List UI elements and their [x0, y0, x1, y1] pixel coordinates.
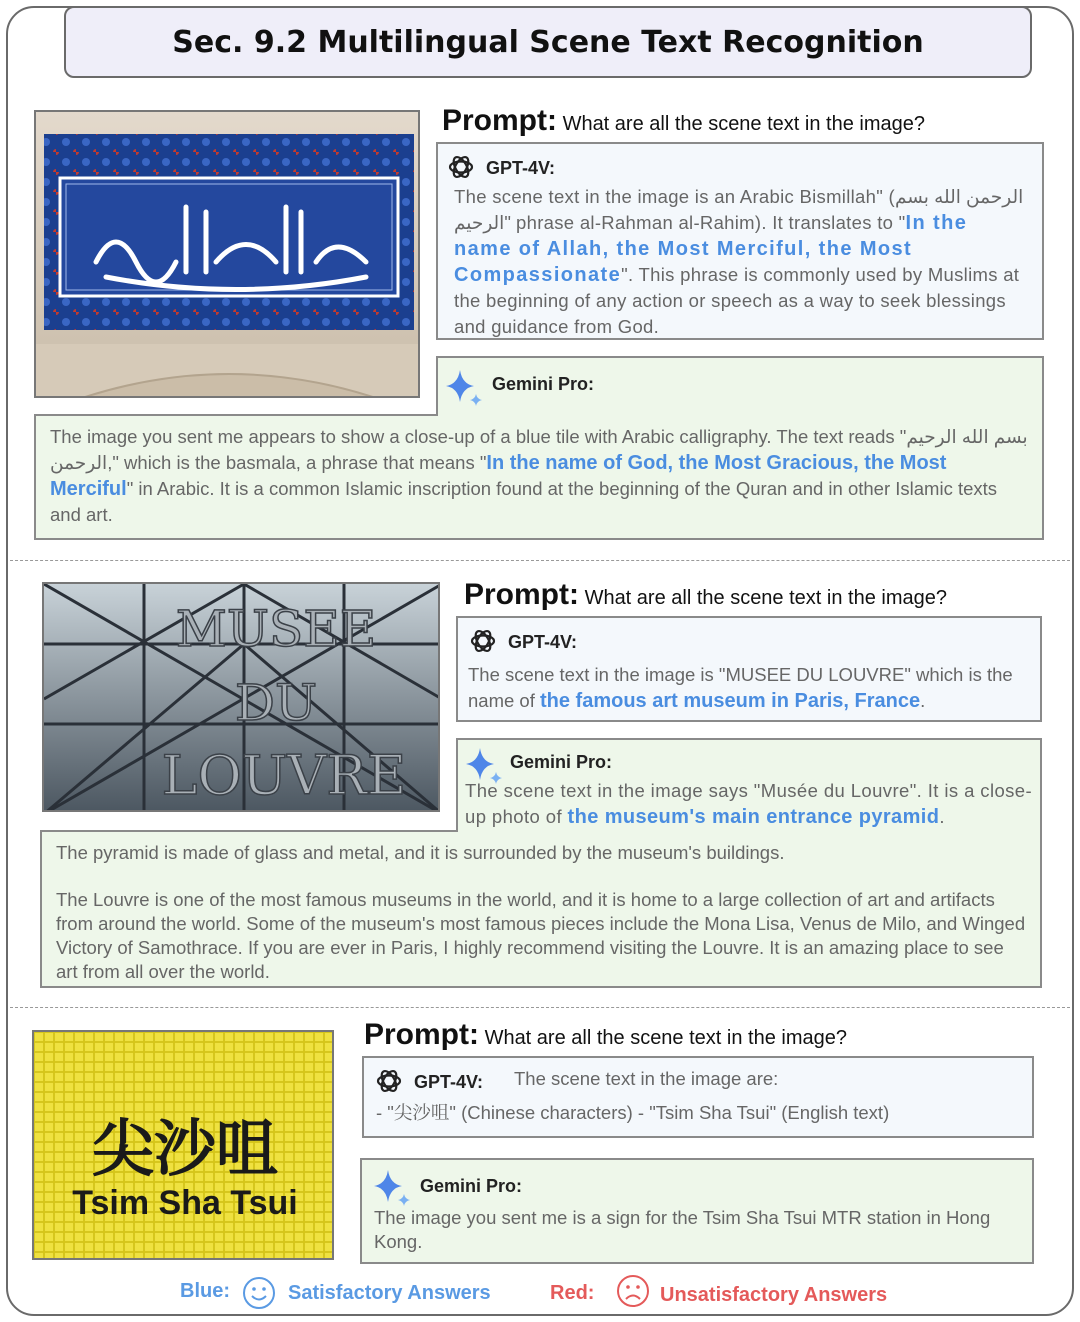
legend-red-text: Unsatisfactory Answers: [660, 1284, 888, 1306]
tsim-sha-tsui-illustration: [34, 1032, 334, 1260]
prompt-label: Prompt:: [442, 104, 557, 137]
prompt-text: What are all the scene text in the image?: [484, 1027, 847, 1049]
openai-icon: [374, 1066, 404, 1096]
gemini-answer-1-post: " in Arabic. It is a common Islamic inscription found at the beginning of the Quran and in other Islamic texts and art.: [50, 478, 998, 525]
gpt-answer-3-line2: - "尖沙咀" (Chinese characters) - "Tsim Sha Tsui" (English text): [376, 1102, 890, 1123]
section-divider-1: [10, 560, 1070, 561]
legend-blue-label: Blue:: [180, 1280, 230, 1302]
smile-face-icon: [242, 1276, 276, 1310]
gpt-answer-1-highlight: In the name of Allah, the Most Merciful, the Most Compassionate: [454, 212, 968, 286]
gemini-label: Gemini Pro:: [492, 374, 595, 394]
gemini-label: Gemini Pro:: [420, 1176, 523, 1196]
louvre-illustration: [44, 584, 440, 812]
gpt-label: GPT-4V:: [414, 1072, 484, 1092]
openai-icon: [446, 152, 476, 182]
page-title: Sec. 9.2 Multilingual Scene Text Recognition: [172, 24, 924, 60]
louvre-text-louvre: LOUVRE: [161, 744, 407, 807]
gemini-label: Gemini Pro:: [510, 752, 613, 772]
prompt-label: Prompt:: [364, 1018, 479, 1051]
bismillah-tile-illustration: [36, 112, 420, 398]
louvre-text-du: DU: [234, 674, 318, 732]
gemini-answer-3: The image you sent me is a sign for the Tsim Sha Tsui MTR station in Hong Kong.: [374, 1207, 991, 1252]
legend-blue-text: Satisfactory Answers: [288, 1282, 491, 1304]
gemini-response-1: [34, 414, 1044, 540]
gemini-answer-2-para2: The Louvre is one of the most famous museums in the world, and it is home to a large collection of art and artifacts from around the world. Some of the museum's most famous pieces include the Mona Lisa, Venus de Milo, and Winged Victory of Samothrace. If you are ever in Paris, I highly recommend visiting the Louvre. It is an amazing place to see art from all over the world.: [56, 889, 1026, 982]
prompt-label: Prompt:: [464, 578, 579, 611]
gpt-answer-2: [468, 662, 1034, 714]
gemini-answer-2-pre: The scene text in the image says "Musée du Louvre". It is a close-up photo of: [465, 780, 1033, 827]
english-station-name: Tsim Sha Tsui: [72, 1184, 298, 1222]
gpt-answer-2-pre: The scene text in the image is "MUSEE DU LOUVRE" which is the name of: [468, 664, 1013, 711]
gemini-answer-2-intro: [465, 778, 1040, 830]
bismillah-tile-image: [34, 110, 420, 398]
louvre-image: [42, 582, 440, 812]
gemini-response-3: [360, 1158, 1034, 1264]
gemini-answer-1: [50, 424, 1030, 528]
louvre-text-musee: MUSEE: [175, 600, 377, 658]
gemini-answer-2-para1: The pyramid is made of glass and metal, and it is surrounded by the museum's buildings.: [56, 842, 785, 863]
openai-icon: [468, 626, 498, 656]
legend-red-label: Red:: [550, 1282, 595, 1304]
gemini-sparkle-icon: [444, 366, 484, 406]
prompt-2: [464, 578, 947, 612]
section-divider-2: [10, 1007, 1070, 1008]
gpt-response-2: [456, 616, 1042, 722]
gpt-answer-2-highlight: the famous art museum in Paris, France: [540, 690, 921, 712]
gemini-answer-1-highlight: In the name of God, the Most Gracious, the Most Merciful: [50, 452, 947, 500]
gpt-response-3: [362, 1056, 1034, 1138]
gpt-answer-2-post: .: [920, 690, 926, 711]
title-box: [64, 6, 1032, 78]
gemini-answer-1-pre: The image you sent me appears to show a close-up of a blue tile with Arabic calligraphy. The text reads "بسم الله الرحيم الرحمن," which is the basmala, a phrase that means ": [50, 426, 1028, 473]
prompt-1: [442, 104, 925, 138]
gemini-sparkle-icon: [372, 1166, 412, 1206]
gpt-answer-1-pre: The scene text in the image is an Arabic Bismillah" (الرحمن الله بسم الرحيم" phrase al-Rahman al-Rahim). It translates to ": [454, 186, 1024, 233]
gemini-merge-1: [438, 412, 1042, 416]
gpt-label: GPT-4V:: [486, 158, 556, 178]
gpt-label: GPT-4V:: [508, 632, 578, 652]
gemini-response-2: [40, 830, 1042, 988]
gpt-answer-3-line1: The scene text in the image are:: [514, 1068, 779, 1089]
gpt-answer-1: [454, 184, 1032, 340]
prompt-3: [364, 1018, 847, 1052]
prompt-text: What are all the scene text in the image?: [584, 587, 947, 609]
tsim-sha-tsui-image: [32, 1030, 334, 1260]
gpt-answer-1-post: ". This phrase is commonly used by Muslims at the beginning of any action or speech as a way to seek blessings and guidance from God.: [454, 264, 1020, 337]
sad-face-icon: [616, 1274, 650, 1308]
gpt-response-1: [436, 142, 1044, 340]
prompt-text: What are all the scene text in the image?: [562, 113, 925, 135]
chinese-station-name: 尖沙咀: [91, 1112, 279, 1185]
gemini-answer-2-highlight: the museum's main entrance pyramid: [567, 806, 940, 828]
gemini-answer-2-post: .: [939, 806, 945, 827]
